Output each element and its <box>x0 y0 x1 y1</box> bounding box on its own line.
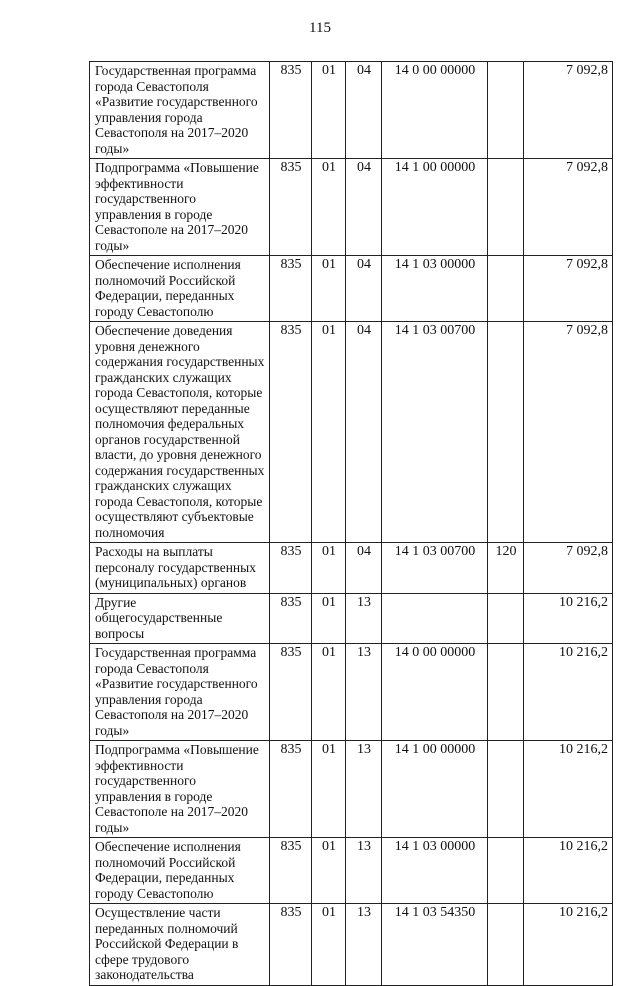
subsection-code: 13 <box>346 838 382 904</box>
ministry-code: 835 <box>270 741 312 838</box>
expense-type-code <box>488 741 524 838</box>
target-article-code: 14 1 00 00000 <box>382 159 488 256</box>
amount: 7 092,8 <box>524 62 613 159</box>
section-code: 01 <box>312 256 346 322</box>
ministry-code: 835 <box>270 904 312 986</box>
table-row <box>90 838 613 904</box>
amount: 10 216,2 <box>524 644 613 741</box>
subsection-code: 04 <box>346 159 382 256</box>
section-code: 01 <box>312 593 346 644</box>
section-code: 01 <box>312 644 346 741</box>
section-code: 01 <box>312 322 346 543</box>
ministry-code: 835 <box>270 543 312 594</box>
row-name: Государственная программа города Севастополя «Развитие государственного управления города Севастополя на 2017–2020 годы» <box>90 62 270 159</box>
table-row <box>90 543 613 594</box>
section-code: 01 <box>312 904 346 986</box>
target-article-code: 14 0 00 00000 <box>382 62 488 159</box>
ministry-code: 835 <box>270 62 312 159</box>
subsection-code: 13 <box>346 741 382 838</box>
amount: 7 092,8 <box>524 322 613 543</box>
amount: 10 216,2 <box>524 593 613 644</box>
expense-type-code <box>488 904 524 986</box>
target-article-code: 14 1 03 00700 <box>382 322 488 543</box>
amount: 10 216,2 <box>524 904 613 986</box>
subsection-code: 13 <box>346 593 382 644</box>
subsection-code: 04 <box>346 543 382 594</box>
expense-type-code <box>488 159 524 256</box>
page-number: 115 <box>309 20 331 36</box>
target-article-code: 14 1 03 00700 <box>382 543 488 594</box>
expense-type-code <box>488 62 524 159</box>
target-article-code: 14 1 03 00000 <box>382 838 488 904</box>
amount: 7 092,8 <box>524 256 613 322</box>
expense-type-code <box>488 593 524 644</box>
amount: 7 092,8 <box>524 543 613 594</box>
expense-type-code <box>488 322 524 543</box>
row-name: Другие общегосударственные вопросы <box>90 593 270 644</box>
table-row <box>90 741 613 838</box>
expense-type-code <box>488 644 524 741</box>
subsection-code: 13 <box>346 644 382 741</box>
section-code: 01 <box>312 543 346 594</box>
table-row <box>90 159 613 256</box>
row-name: Подпрограмма «Повышение эффективности государственного управления в городе Севастополе на 2017–2020 годы» <box>90 741 270 838</box>
section-code: 01 <box>312 741 346 838</box>
table-row <box>90 593 613 644</box>
subsection-code: 13 <box>346 904 382 986</box>
table-row <box>90 644 613 741</box>
expense-type-code <box>488 838 524 904</box>
amount: 10 216,2 <box>524 741 613 838</box>
table-row <box>90 62 613 159</box>
amount: 7 092,8 <box>524 159 613 256</box>
row-name: Расходы на выплаты персоналу государственных (муниципальных) органов <box>90 543 270 594</box>
amount: 10 216,2 <box>524 838 613 904</box>
target-article-code: 14 0 00 00000 <box>382 644 488 741</box>
row-name: Обеспечение исполнения полномочий Российской Федерации, переданных городу Севастополю <box>90 838 270 904</box>
ministry-code: 835 <box>270 838 312 904</box>
subsection-code: 04 <box>346 62 382 159</box>
section-code: 01 <box>312 838 346 904</box>
section-code: 01 <box>312 159 346 256</box>
ministry-code: 835 <box>270 159 312 256</box>
subsection-code: 04 <box>346 322 382 543</box>
section-code: 01 <box>312 62 346 159</box>
row-name: Обеспечение исполнения полномочий Российской Федерации, переданных городу Севастополю <box>90 256 270 322</box>
expense-type-code <box>488 256 524 322</box>
ministry-code: 835 <box>270 256 312 322</box>
expense-type-code: 120 <box>488 543 524 594</box>
target-article-code <box>382 593 488 644</box>
table-row <box>90 904 613 986</box>
target-article-code: 14 1 03 00000 <box>382 256 488 322</box>
ministry-code: 835 <box>270 593 312 644</box>
table-row <box>90 256 613 322</box>
target-article-code: 14 1 00 00000 <box>382 741 488 838</box>
row-name: Подпрограмма «Повышение эффективности государственного управления в городе Севастополе на 2017–2020 годы» <box>90 159 270 256</box>
row-name: Государственная программа города Севастополя «Развитие государственного управления города Севастополя на 2017–2020 годы» <box>90 644 270 741</box>
subsection-code: 04 <box>346 256 382 322</box>
table-row <box>90 322 613 543</box>
row-name: Осуществление части переданных полномочий Российской Федерации в сфере трудового законодательства <box>90 904 270 986</box>
row-name: Обеспечение доведения уровня денежного содержания государственных гражданских служащих города Севастополя, которые осуществляют переданные полномочия федеральных органов государственной власти, до уровня денежного содержания государственных гражданских служащих города Севастополя, которые осуществляют субъектовые полномочия <box>90 322 270 543</box>
target-article-code: 14 1 03 54350 <box>382 904 488 986</box>
budget-table <box>89 61 613 986</box>
ministry-code: 835 <box>270 322 312 543</box>
ministry-code: 835 <box>270 644 312 741</box>
